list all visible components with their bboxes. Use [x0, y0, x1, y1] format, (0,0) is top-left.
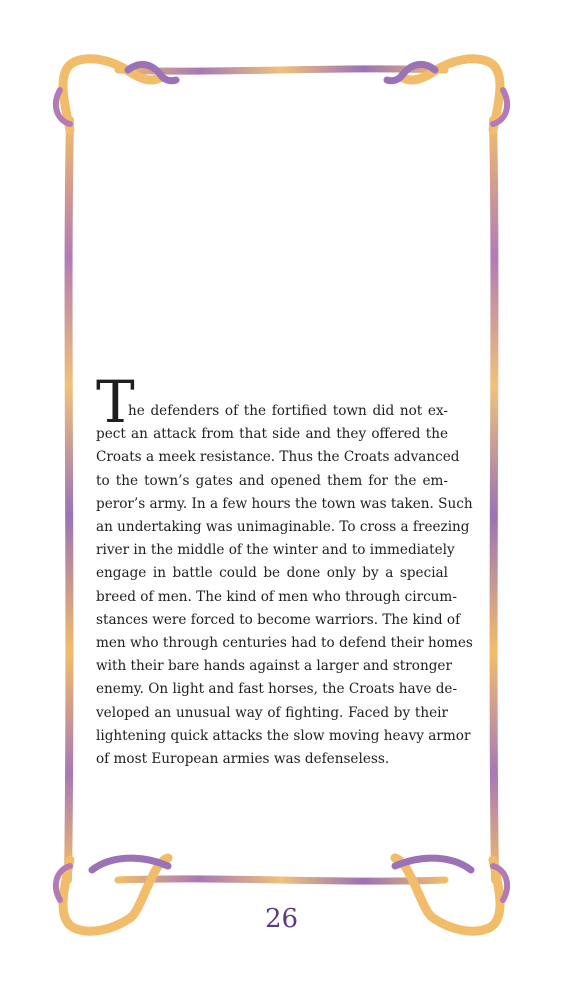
- paragraph-line: to the town’s gates and opened them for the em-: [96, 472, 448, 489]
- paragraph-line: stances were forced to become warriors. The kind of: [96, 611, 461, 628]
- border-left-rail: [68, 120, 70, 880]
- paragraph-line: Croats a meek resistance. Thus the Croats advanced: [96, 449, 460, 466]
- paragraph-line: engage in battle could be done only by a special: [96, 565, 448, 582]
- paragraph-line: breed of men. The kind of men who through circum-: [96, 588, 457, 605]
- paragraph-line: veloped an unusual way of fighting. Faced by their: [96, 704, 448, 721]
- paragraph-line-last: of most European armies was defenseless.: [96, 751, 390, 768]
- paragraph-line: peror’s army. In a few hours the town was taken. Such: [96, 495, 473, 512]
- paragraph-line: with their bare hands against a larger and stronger: [96, 658, 452, 675]
- border-bottom-rail: [118, 879, 445, 881]
- paragraph-line: pect an attack from that side and they offered the: [96, 426, 448, 443]
- paragraph-line: men who through centuries had to defend their homes: [96, 635, 473, 652]
- paragraph-line: enemy. On light and fast horses, the Croats have de-: [96, 681, 458, 698]
- paragraph-line: an undertaking was unimaginable. To cross a freezing: [96, 519, 470, 536]
- body-paragraph: [96, 368, 473, 771]
- paragraph-line: river in the middle of the winter and to immediately: [96, 542, 455, 559]
- page-number: 26: [264, 904, 299, 934]
- paragraph-line: lightening quick attacks the slow moving heavy armor: [96, 727, 471, 744]
- first-line-text: he defenders of the fortified town did not ex-: [128, 403, 448, 419]
- drop-cap: T: [96, 368, 135, 436]
- border-top-rail: [118, 69, 445, 71]
- border-right-rail: [493, 120, 495, 880]
